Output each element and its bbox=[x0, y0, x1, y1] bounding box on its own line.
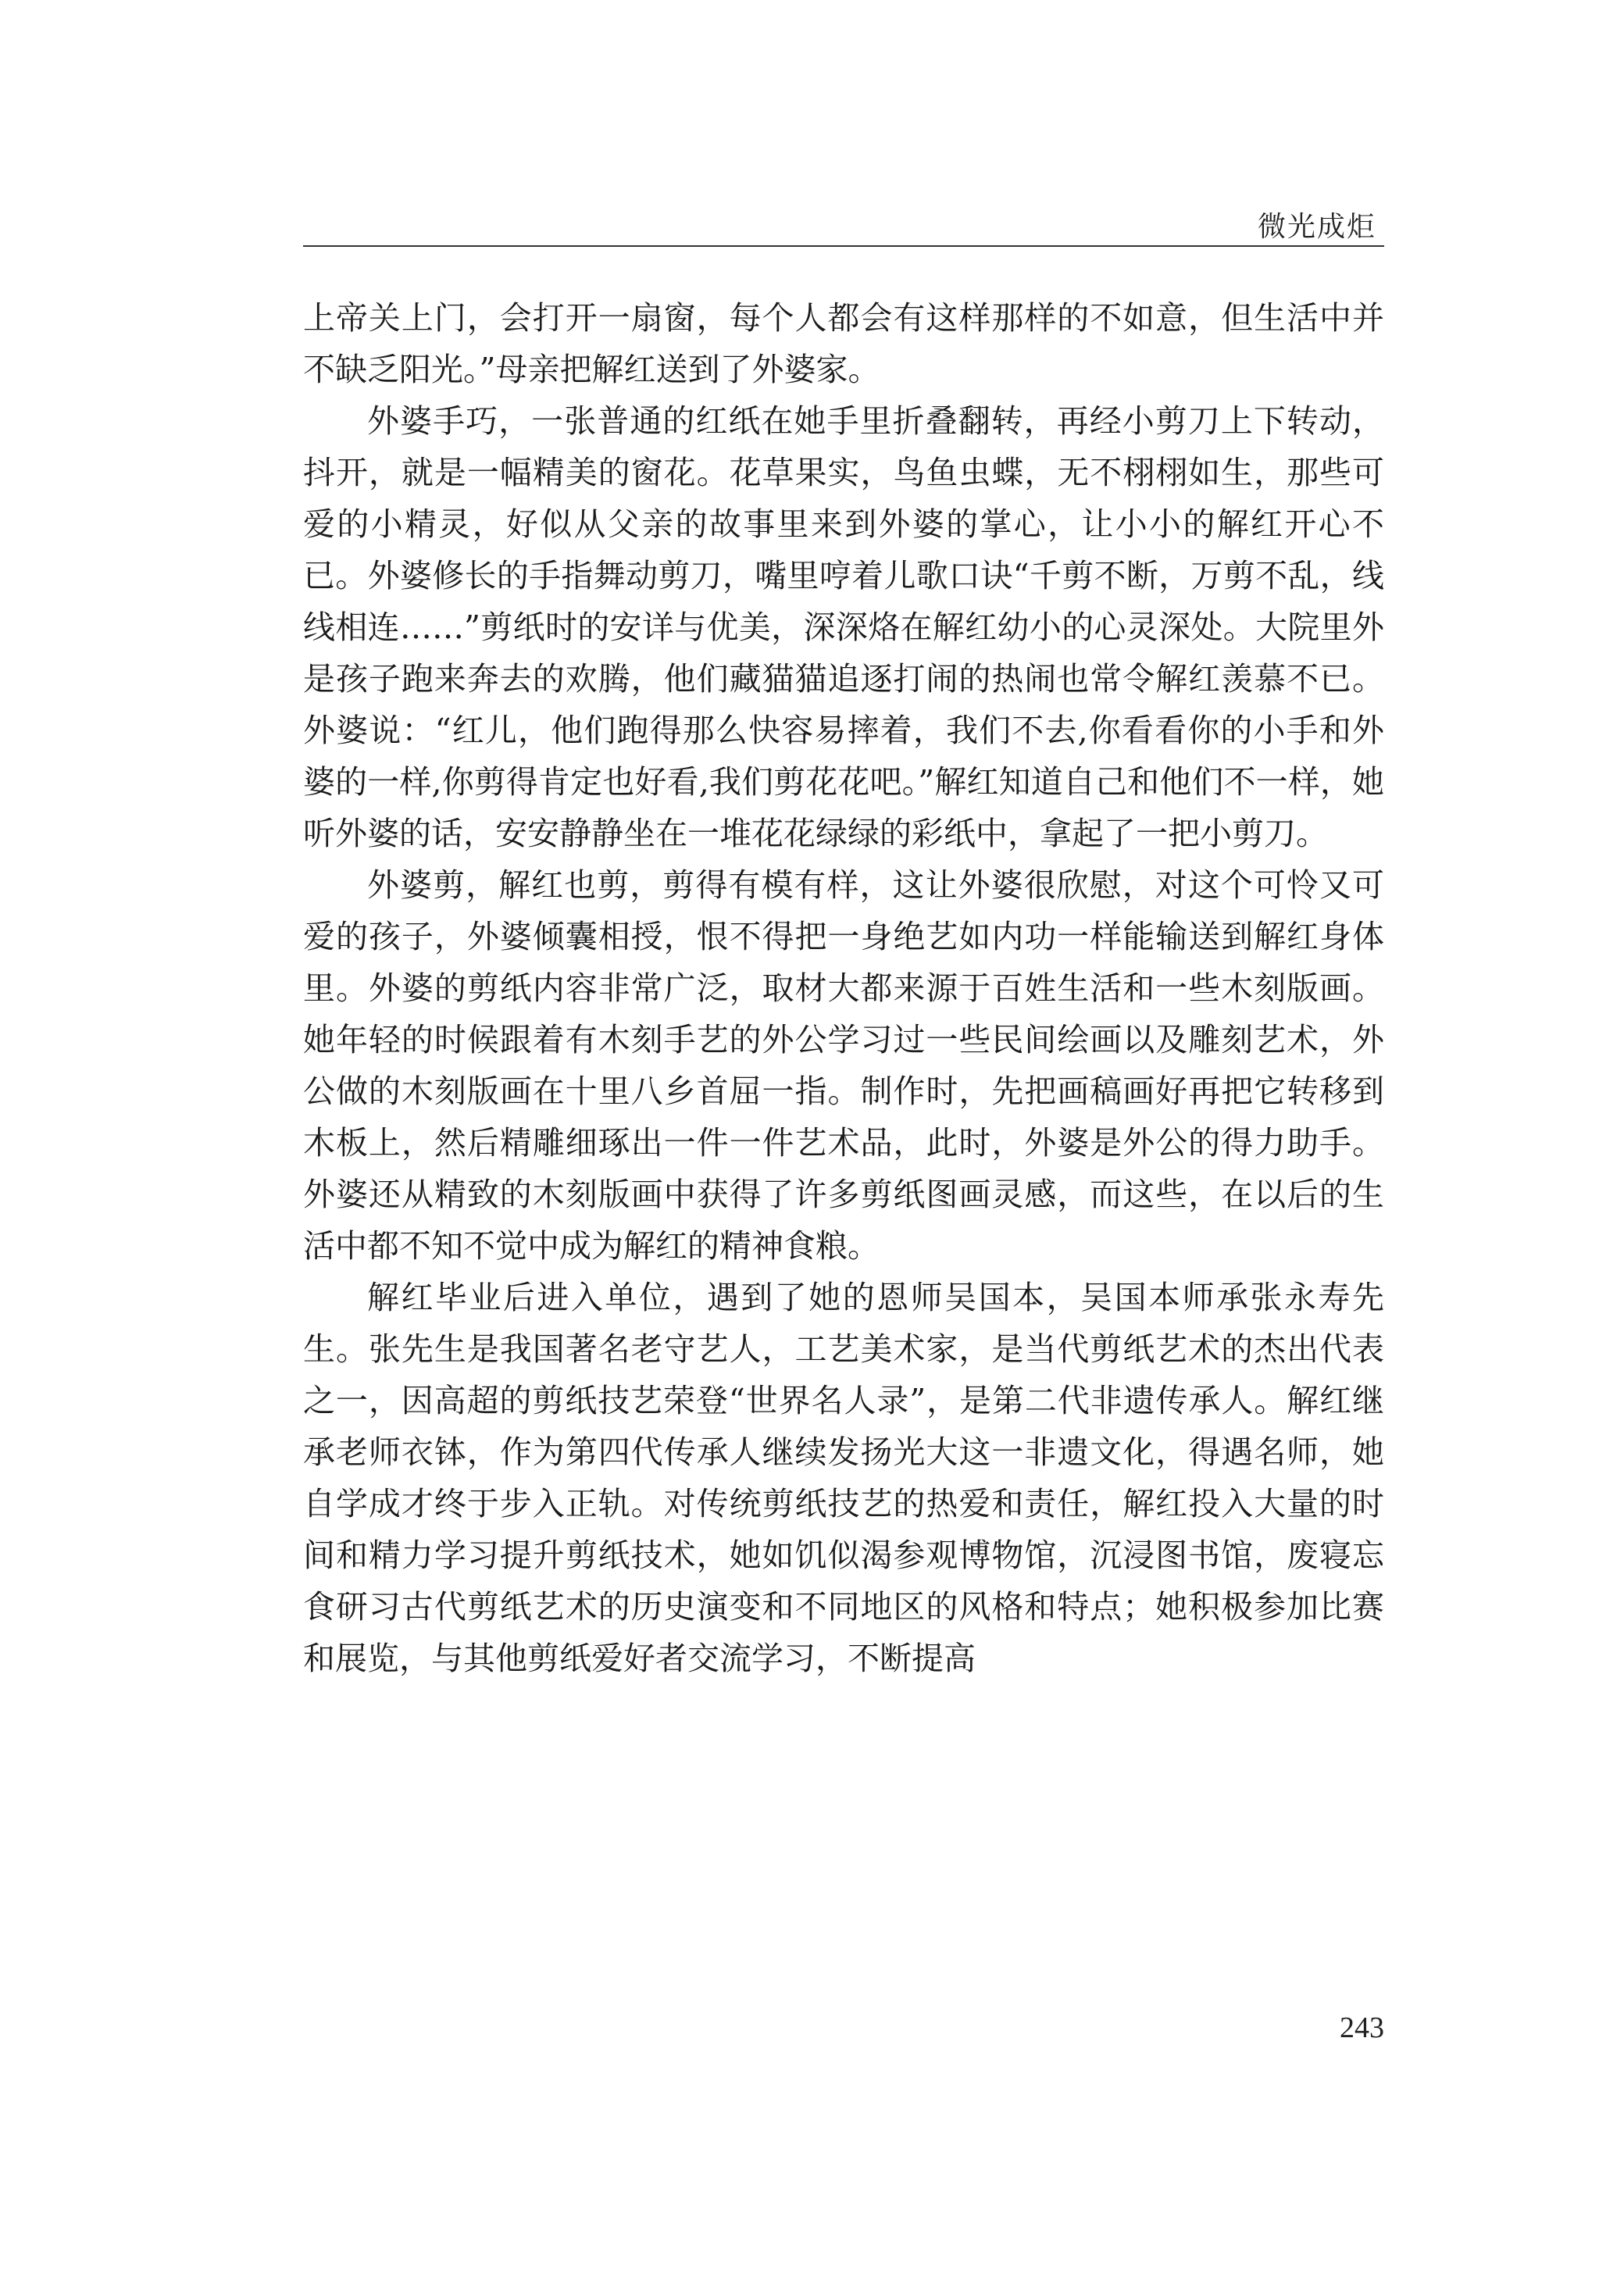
paragraph: 外婆手巧，一张普通的红纸在她手里折叠翻转，再经小剪刀上下转动，抖开，就是一幅精美的窗花。花草果实，鸟鱼虫蝶，无不栩栩如生，那些可爱的小精灵，好似从父亲的故事里来到外婆的掌心，让小小的解红开心不已。外婆修长的手指舞动剪刀，嘴里哼着儿歌口诀“千剪不断，万剪不乱，线线相连……”剪纸时的安详与优美，深深烙在解红幼小的心灵深处。大院里外是孩子跑来奔去的欢腾，他们藏猫猫追逐打闹的热闹也常令解红羡慕不已。外婆说：“红儿，他们跑得那么快容易摔着，我们不去,你看看你的小手和外婆的一样,你剪得肯定也好看,我们剪花花吧。”解红知道自己和他们不一样，她听外婆的话，安安静静坐在一堆花花绿绿的彩纸中，拿起了一把小剪刀。 bbox=[303, 402, 1384, 852]
body-text bbox=[303, 292, 1384, 1684]
paragraph: 外婆剪，解红也剪，剪得有模有样，这让外婆很欣慰，对这个可怜又可爱的孩子，外婆倾囊相授，恨不得把一身绝艺如内功一样能输送到解红身体里。外婆的剪纸内容非常广泛，取材大都来源于百姓生活和一些木刻版画。她年轻的时候跟着有木刻手艺的外公学习过一些民间绘画以及雕刻艺术，外公做的木刻版画在十里八乡首屈一指。制作时，先把画稿画好再把它转移到木板上，然后精雕细琢出一件一件艺术品，此时，外婆是外公的得力助手。外婆还从精致的木刻版画中获得了许多剪纸图画灵感，而这些，在以后的生活中都不知不觉中成为解红的精神食粮。 bbox=[303, 866, 1384, 1265]
header-rule bbox=[303, 245, 1384, 247]
page-number: 243 bbox=[1340, 2011, 1384, 2044]
running-header bbox=[303, 194, 1384, 241]
paragraph: 解红毕业后进入单位，遇到了她的恩师吴国本，吴国本师承张永寿先生。张先生是我国著名老守艺人，工艺美术家，是当代剪纸艺术的杰出代表之一，因高超的剪纸技艺荣登“世界名人录”，是第二代非遗传承人。解红继承老师衣钵，作为第四代传承人继续发扬光大这一非遗文化，得遇名师，她自学成才终于步入正轨。对传统剪纸技艺的热爱和责任，解红投入大量的时间和精力学习提升剪纸技术，她如饥似渴参观博物馆，沉浸图书馆，废寝忘食研习古代剪纸艺术的历史演变和不同地区的风格和特点；她积极参加比赛和展览，与其他剪纸爱好者交流学习，不断提高 bbox=[303, 1279, 1384, 1677]
paragraph-continued: 上帝关上门，会打开一扇窗，每个人都会有这样那样的不如意，但生活中并不缺乏阳光。”母亲把解红送到了外婆家。 bbox=[303, 299, 1384, 388]
header-title: 微光成炬 bbox=[1257, 211, 1376, 243]
